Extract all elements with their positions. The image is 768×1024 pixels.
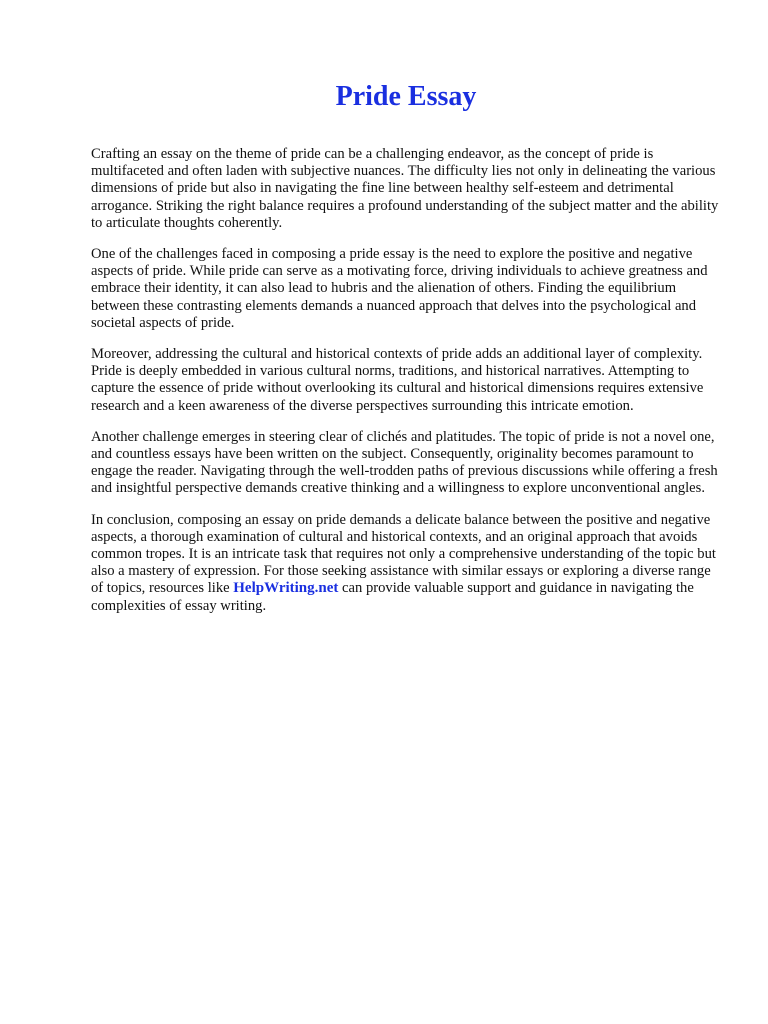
conclusion-text-before-link: In conclusion, composing an essay on pride demands a delicate balance between the positive and negative aspects, a thorough examination of cultural and historical contexts, and an original approach that avoids common tropes. It is an intricate task that requires not only a comprehensive understanding of the topic but also a mastery of expression. For those seeking assistance with similar essays or exploring a diverse range of topics, resources like: [91, 511, 716, 597]
essay-body: [91, 146, 721, 629]
paragraph-2: One of the challenges faced in composing a pride essay is the need to explore the positive and negative aspects of pride. While pride can serve as a motivating force, driving individuals to achieve greatness and embrace their identity, it can also lead to hubris and the alienation of others. Finding the equilibrium between these contrasting elements demands a nuanced approach that delves into the psychological and societal aspects of pride.: [91, 246, 708, 331]
page-title: Pride Essay: [335, 81, 477, 112]
paragraph-conclusion: [91, 512, 721, 615]
paragraph-3: Moreover, addressing the cultural and historical contexts of pride adds an additional layer of complexity. Pride is deeply embedded in various cultural norms, traditions, and historical narratives. Attempting to capture the essence of pride without overlooking its cultural and historical dimensions requires extensive research and a keen awareness of the diverse perspectives surrounding this intricate emotion.: [91, 346, 704, 414]
paragraph-4: Another challenge emerges in steering clear of clichés and platitudes. The topic of pride is not a novel one, and countless essays have been written on the subject. Consequently, originality becomes paramount to engage the reader. Navigating through the well-trodden paths of previous discussions while offering a fresh and insightful perspective demands creative thinking and a willingness to explore unconventional angles.: [91, 428, 718, 497]
conclusion-text-after-link: can provide valuable support and guidance in navigating the complexities of essay writing.: [91, 580, 694, 614]
helpwriting-link[interactable]: HelpWriting.net: [233, 580, 339, 597]
paragraph-1: Crafting an essay on the theme of pride can be a challenging endeavor, as the concept of pride is multifaceted and often laden with subjective nuances. The difficulty lies not only in delineating the various dimensions of pride but also in navigating the fine line between healthy self-esteem and detrimental arrogance. Striking the right balance requires a profound understanding of the subject matter and the ability to articulate thoughts coherently.: [91, 146, 719, 231]
